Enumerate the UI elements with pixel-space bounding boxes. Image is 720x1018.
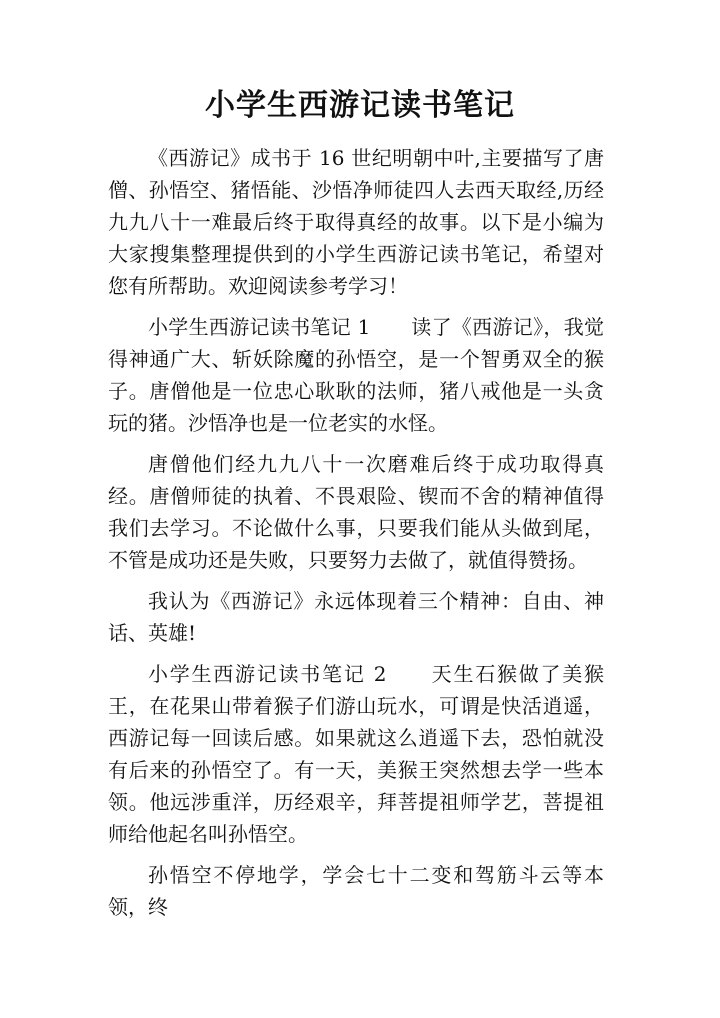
document-title: 小学生西游记读书笔记 [205, 88, 515, 123]
paragraph-note-2-cont: 孙悟空不停地学，学会七十二变和驾筋斗云等本领，终 [108, 863, 604, 919]
paragraph-note-2: 小学生西游记读书笔记 2 天生石猴做了美猴王，在花果山带着猴子们游山玩水，可谓是快活逍遥，西游记每一回读后感。如果就这么逍遥下去，恐怕就没有后来的孙悟空了。有一天，美猴王突然想去学一些本领。他远涉重洋，历经艰辛，拜菩提祖师学艺，菩提祖师给他起名叫孙悟空。 [108, 662, 604, 846]
paragraph-intro: 《西游记》成书于 16 世纪明朝中叶,主要描写了唐僧、孙悟空、猪悟能、沙悟净师徒四人去西天取经,历经九九八十一难最后终于取得真经的故事。以下是小编为大家搜集整理提供到的小学生西游记读书笔记，希望对您有所帮助。欢迎阅读参考学习！ [108, 146, 604, 298]
paragraph-three-spirits: 我认为《西游记》永远体现着三个精神：自由、神话、英雄! [108, 589, 604, 645]
document-body [108, 142, 604, 923]
paragraph-note-1-cont: 唐僧他们经九九八十一次磨难后终于成功取得真经。唐僧师徒的执着、不畏艰险、锲而不舍的精神值得我们去学习。不论做什么事，只要我们能从头做到尾，不管是成功还是失败，只要努力去做了，就值得赞扬。 [108, 452, 604, 572]
paragraph-note-1: 小学生西游记读书笔记 1 读了《西游记》，我觉得神通广大、斩妖除魔的孙悟空，是一个智勇双全的猴子。唐僧他是一位忠心耿耿的法师，猪八戒他是一头贪玩的猪。沙悟净也是一位老实的水怪。 [108, 315, 604, 435]
